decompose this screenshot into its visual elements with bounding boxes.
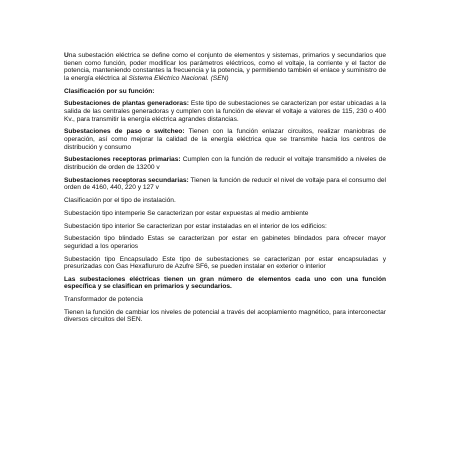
paragraph-blindado: Subestación tipo blindado Estas se caracterizan por estar en gabinetes blindados para ofrecer mayor seguridad a los operarios bbox=[64, 235, 386, 250]
intro-text: na subestación eléctrica se define como el conjunto de elementos y sistemas, primarios y secundarios que tienen como función, poder modificar los parámetros eléctricos, como el voltaje, la corriente y el factor de potencia, manteniendo constantes la frecuencia y la potencia, y permitiendo también el enlace y suministro de la energía eléctrica al bbox=[64, 52, 386, 82]
paragraph-primarias bbox=[64, 156, 386, 171]
dropcap: U bbox=[64, 52, 69, 59]
heading-instalacion: Clasificación por el tipo de instalación. bbox=[64, 197, 176, 205]
paragraph-transformador: Tienen la función de cambiar los niveles de potencial a través del acoplamiento magnético, para interconectar diversos circuitos del SEN. bbox=[64, 308, 386, 324]
paso-title: Subestaciones de paso o switcheo: bbox=[64, 128, 185, 136]
paso-text: Tienen con la función enlazar circuitos, realizar maniobras de operación, así como mejorar la calidad de la energía eléctrica que se transmite hacia los centros de distribución y consumo bbox=[64, 128, 386, 151]
generadoras-text: Este tipo de subestaciones se caracterizan por estar ubicadas a la salida de las centrales generadoras y cumplen con la función de elevar el voltaje a valores de 115, 230 o 400 Kv., para transmitir la energía eléctrica agrandes distancias. bbox=[64, 100, 386, 123]
document-body bbox=[64, 52, 386, 329]
primarias-text: Cumplen con la función de reducir el voltaje transmitido a niveles de distribución de orden de 13200 v bbox=[64, 156, 386, 171]
paragraph-summary: Las subestaciones eléctricas tienen un gran número de elementos cada uno con una función específica y se clasifican en primarios y secundarios. bbox=[64, 275, 386, 291]
intro-italic: Sistema Eléctrico Nacional. (SEN) bbox=[128, 74, 229, 82]
secundarias-title: Subestaciones receptoras secundarias: bbox=[64, 176, 189, 184]
intro-paragraph bbox=[64, 52, 386, 82]
generadoras-title: Subestaciones de plantas generadoras: bbox=[64, 100, 189, 108]
paragraph-generadoras bbox=[64, 100, 386, 123]
heading-transformador: Transformador de potencia bbox=[64, 295, 143, 303]
paragraph-paso bbox=[64, 128, 386, 151]
paragraph-encapsulado: Subestación tipo Encapsulado Este tipo de subestaciones se caracterizan por estar encapsuladas y presurizadas con Gas Hexaflururo de Azufre SF6, se pueden instalar en exterior o interior bbox=[64, 255, 386, 271]
secundarias-text: Tienen la función de reducir el nivel de voltaje para el consumo del orden de 4160, 440, 220 y 127 v bbox=[64, 176, 386, 192]
paragraph-intemperie: Subestación tipo intemperie Se caracterizan por estar expuestas al medio ambiente bbox=[64, 209, 309, 217]
heading-funcion: Clasificación por su función: bbox=[64, 87, 155, 95]
paragraph-secundarias bbox=[64, 177, 386, 192]
paragraph-interior: Subestación tipo interior Se caracterizan por estar instaladas en el interior de los edificios: bbox=[64, 222, 327, 230]
primarias-title: Subestaciones receptoras primarias: bbox=[64, 156, 181, 164]
